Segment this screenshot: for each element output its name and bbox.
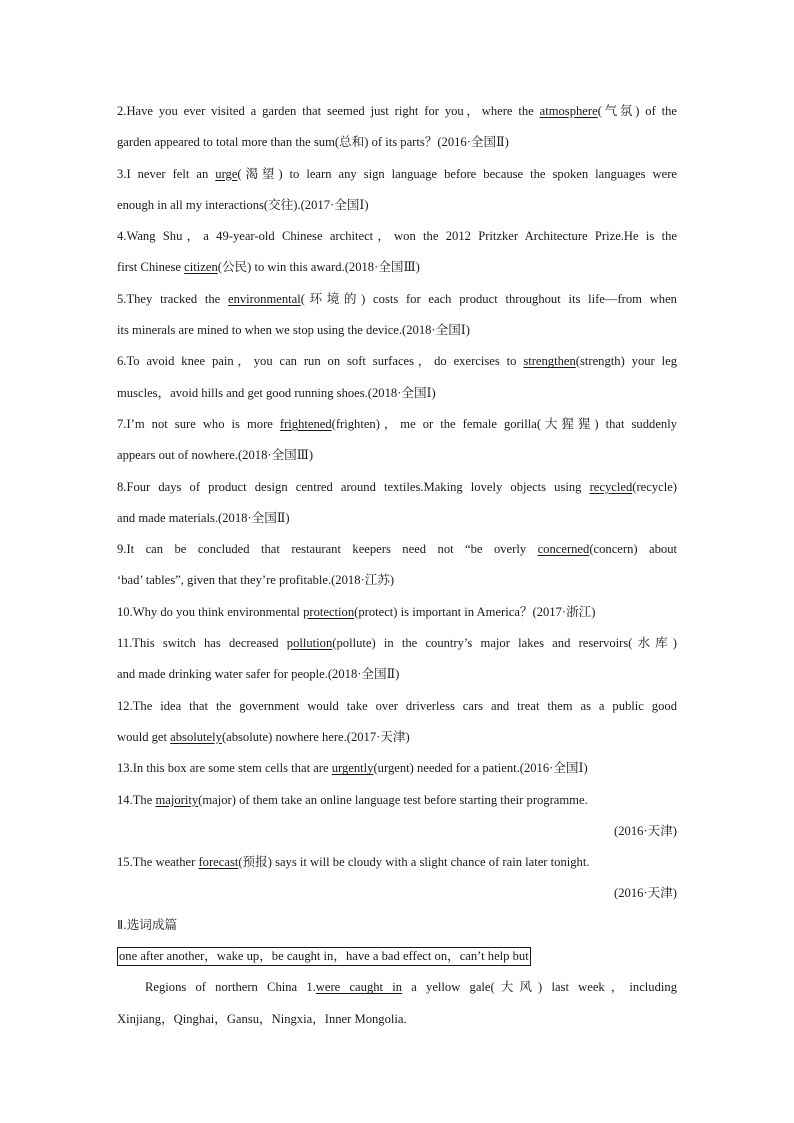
item-8-line-2: and made materials.(2018·全国Ⅱ) — [117, 510, 290, 525]
item-11-line-2: and made drinking water safer for people.(2018·全国Ⅱ) — [117, 667, 400, 682]
item-13-line-1: 13.In this box are some stem cells that are urgently(urgent) needed for a patient.(2016·全国Ⅰ) — [117, 761, 588, 776]
answer-concerned: concerned — [537, 542, 590, 557]
item-15-source: (2016·天津) — [614, 886, 677, 901]
item-6-line-2: muscles，avoid hills and get good running shoes.(2018·全国Ⅰ) — [117, 385, 436, 400]
answer-environmental: environmental — [228, 291, 301, 306]
item-12-line-2: would get absolutely(absolute) nowhere here.(2017·天津) — [117, 729, 410, 744]
answer-recycled: recycled — [589, 479, 633, 494]
item-5-line-2: its minerals are mined to when we stop using the device.(2018·全国Ⅰ) — [117, 323, 470, 338]
answer-forecast: forecast — [198, 855, 239, 870]
item-9-line-2: ‘bad’ tables”, given that they’re profitable.(2018·江苏) — [117, 573, 395, 588]
item-3-line-1: 3.I never felt an urge(渴望) to learn any sign language before because the spoken languages were — [117, 166, 677, 181]
item-5-line-1: 5.They tracked the environmental(环境的) costs for each product throughout its life—from when — [117, 291, 677, 306]
item-2-line-1: 2.Have you ever visited a garden that seemed just right for you，where the atmosphere(气氛) of the — [117, 104, 678, 118]
item-4-line-2: first Chinese citizen(公民) to win this award.(2018·全国Ⅲ) — [117, 260, 420, 275]
answer-protection: protection — [303, 604, 355, 619]
worksheet-page — [117, 96, 677, 1035]
answer-urgently: urgently — [331, 761, 374, 776]
word-bank-box: one after another，wake up，be caught in，have a bad effect on，can’t help but — [117, 947, 531, 966]
item-7-line-2: appears out of nowhere.(2018·全国Ⅲ) — [117, 448, 314, 463]
item-11-line-1: 11.This switch has decreased pollution(pollute) in the country’s major lakes and reservoirs(水库) — [117, 636, 677, 651]
item-3-line-2: enough in all my interactions(交往).(2017·全国Ⅰ) — [117, 197, 369, 212]
passage-line-2: Xinjiang，Qinghai，Gansu，Ningxia，Inner Mongolia. — [117, 1011, 407, 1026]
answer-were-caught-in: were caught in — [315, 980, 403, 995]
answer-atmosphere: atmosphere — [539, 104, 598, 118]
item-15-line-1: 15.The weather forecast(预报) says it will be cloudy with a slight chance of rain later tonight. — [117, 855, 590, 870]
answer-pollution: pollution — [286, 636, 333, 651]
item-12-line-1: 12.The idea that the government would take over driverless cars and treat them as a public good — [117, 698, 677, 713]
item-4-line-1: 4.Wang Shu，a 49-year-old Chinese architect，won the 2012 Pritzker Architecture Prize.He is the — [117, 229, 677, 244]
answer-absolutely: absolutely — [170, 729, 222, 744]
item-7-line-1: 7.I’m not sure who is more frightened(frighten)，me or the female gorilla(大猩猩) that suddenly — [117, 416, 677, 431]
item-8-line-1: 8.Four days of product design centred around textiles.Making lovely objects using recycled(recycle) — [117, 479, 677, 494]
passage-line-1: Regions of northern China 1.were caught in a yellow gale(大风) last week，including — [145, 980, 677, 995]
answer-urge: urge — [215, 166, 238, 181]
answer-majority: majority — [155, 792, 199, 807]
section-2-title: Ⅱ.选词成篇 — [117, 917, 178, 932]
item-14-source: (2016·天津) — [614, 823, 677, 838]
answer-strengthen: strengthen — [523, 354, 576, 369]
item-14-line-1: 14.The majority(major) of them take an online language test before starting their programme. — [117, 792, 588, 807]
item-10-line-1: 10.Why do you think environmental protection(protect) is important in America？(2017·浙江) — [117, 604, 596, 619]
item-9-line-1: 9.It can be concluded that restaurant keepers need not “be overly concerned(concern) about — [117, 542, 677, 557]
item-6-line-1: 6.To avoid knee pain，you can run on soft surfaces，do exercises to strengthen(strength) your leg — [117, 354, 678, 369]
item-2-line-2: garden appeared to total more than the sum(总和) of its parts？(2016·全国Ⅱ) — [117, 135, 509, 150]
answer-frightened: frightened — [279, 416, 332, 431]
answer-citizen: citizen — [184, 260, 218, 275]
